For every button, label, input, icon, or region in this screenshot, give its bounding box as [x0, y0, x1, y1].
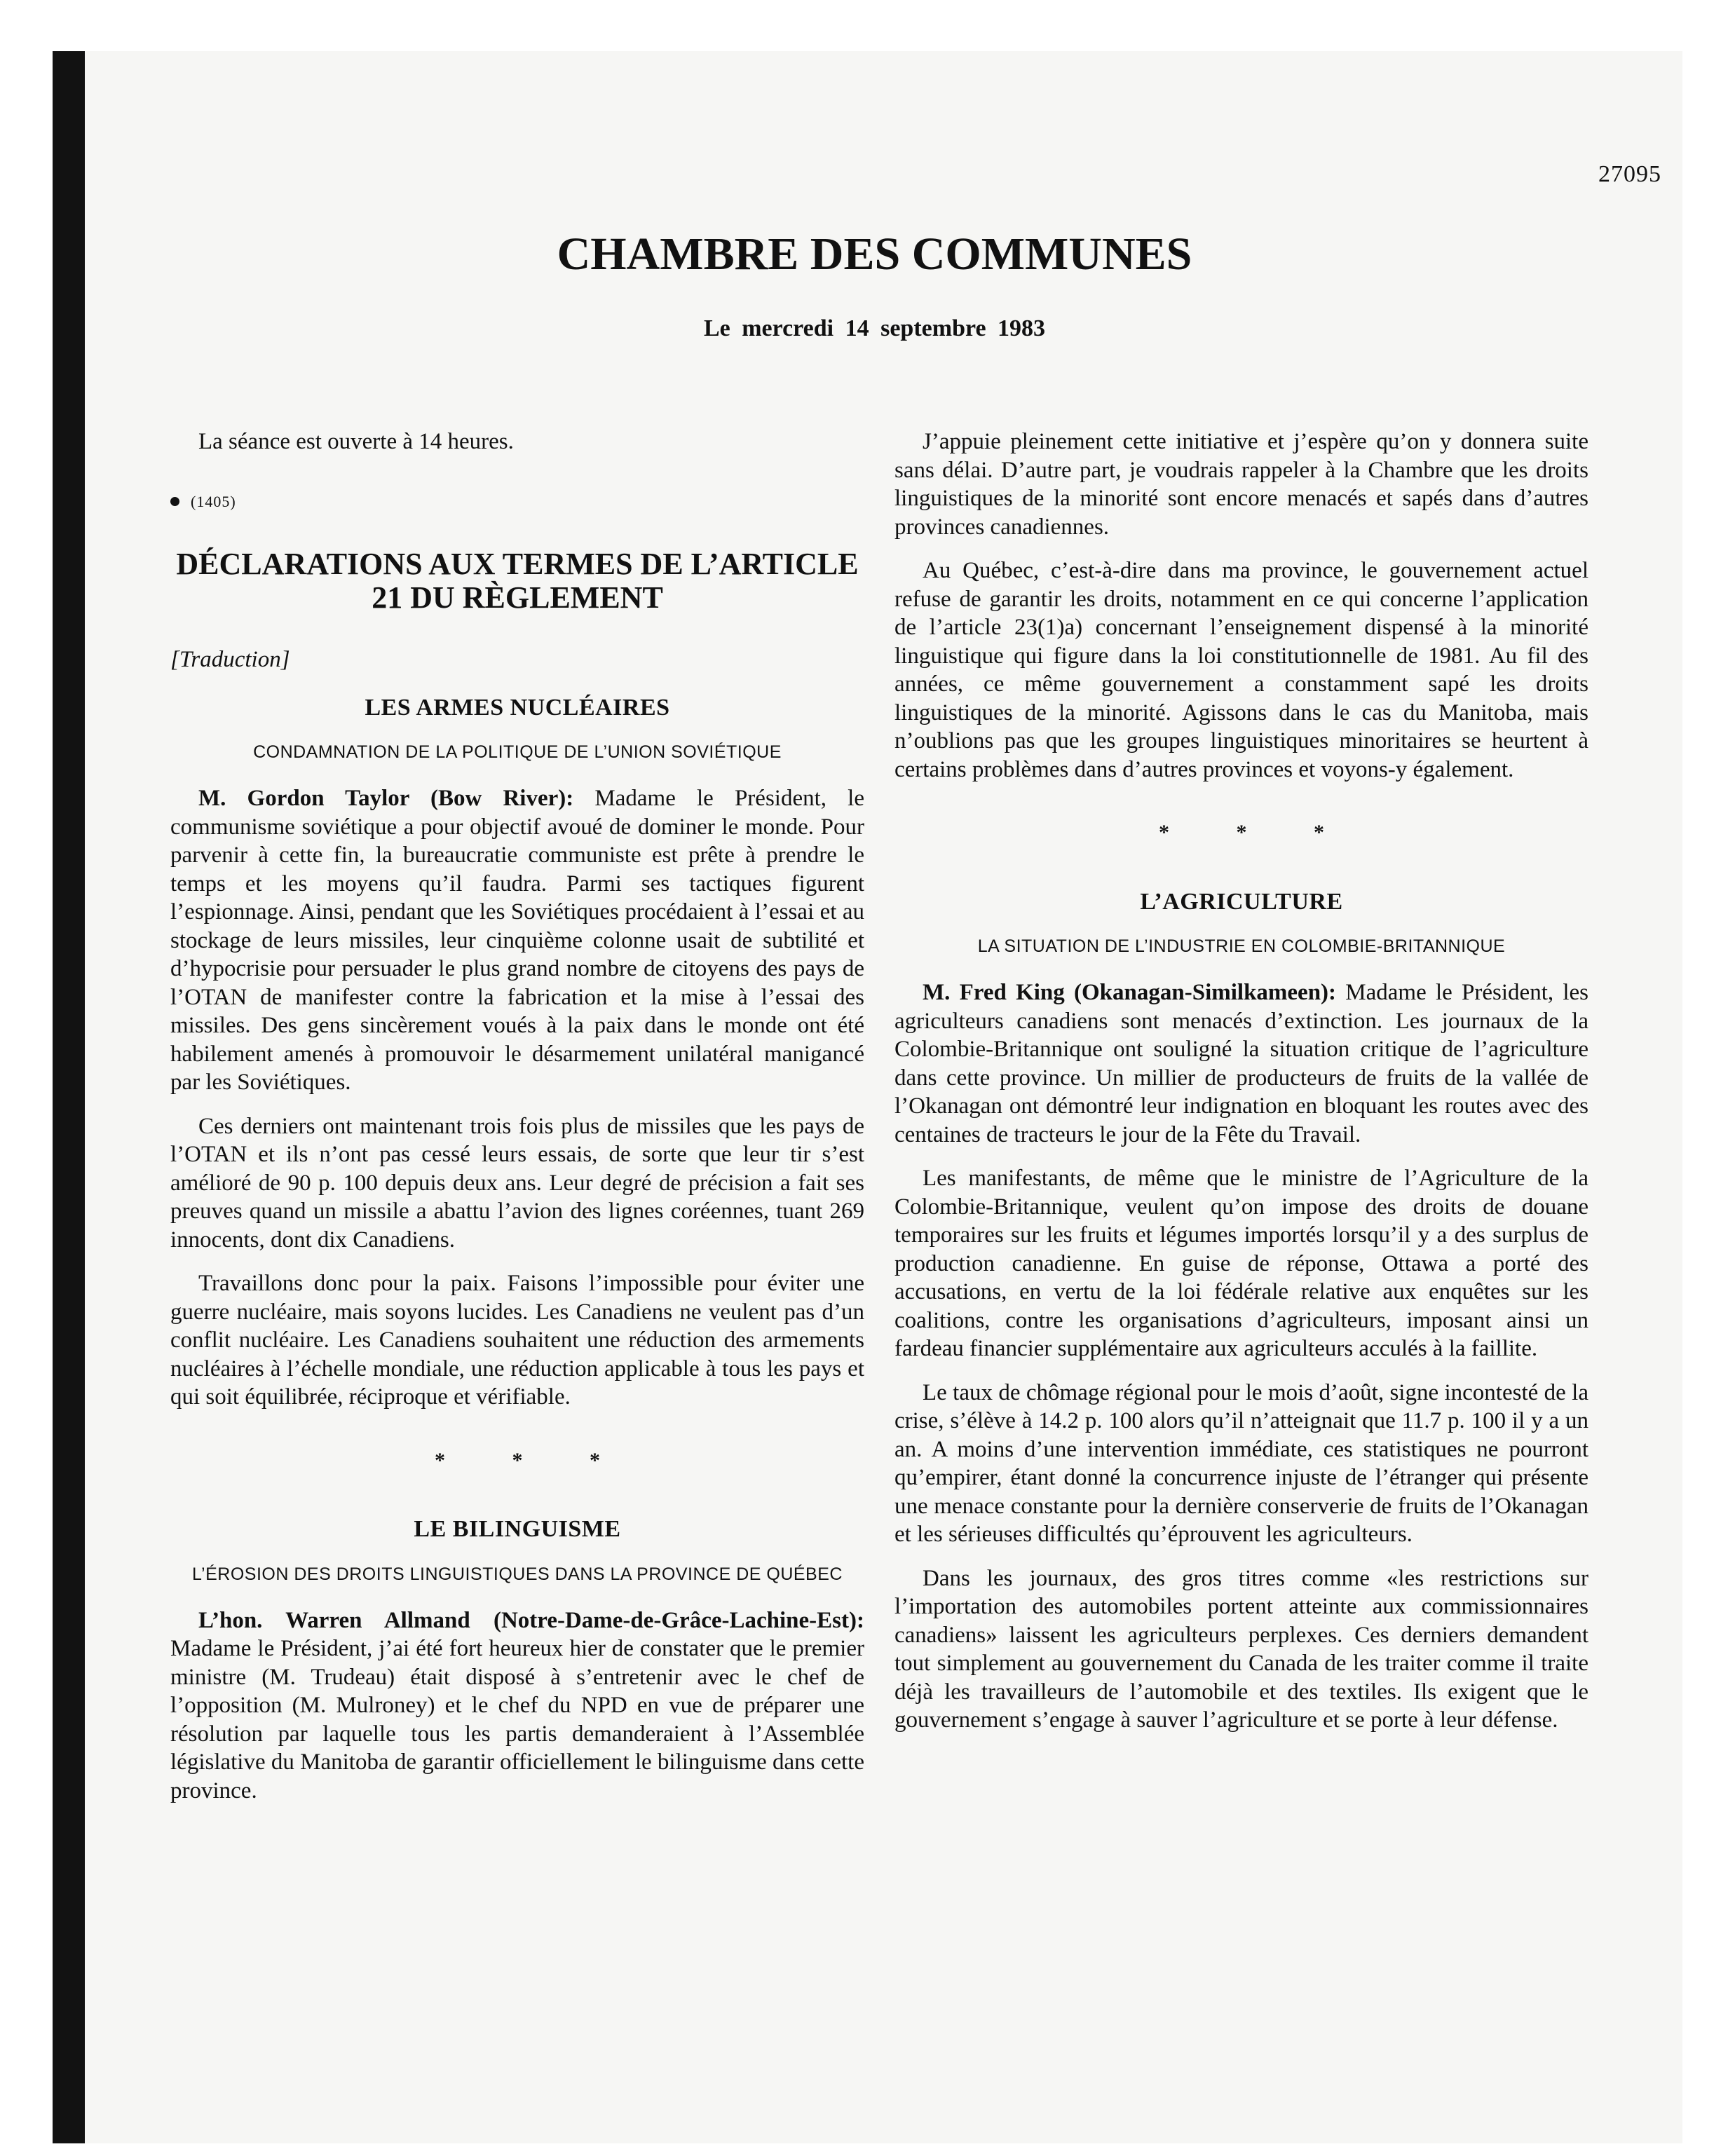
statement-paragraph: Au Québec, c’est-à-dire dans ma province, le gouvernement actuel refuse de garantir les droits, notamment en ce qui concerne l’application de l’article 23(1)a) concernant l’enseignement dispensé à la minorité linguistique qui figure dans la loi constitutionnelle de 1981. Au fil des années, ce même gouvernement a constamment sapé les droits linguistiques de la minorité. Agissons dans le cas du Manitoba, mais n’oublions pas que les groupes linguistiques minoritaires se heurtent à certains problèmes dans d’autres provinces et voyons-y également.	[894, 558, 1588, 782]
subject-subtitle: LA SITUATION DE L’INDUSTRIE EN COLOMBIE-BRITANNIQUE	[977, 936, 1506, 956]
sitting-opening: La séance est ouverte à 14 heures.	[198, 429, 514, 454]
page-title: CHAMBRE DES COMMUNES	[557, 228, 1192, 280]
right-column	[894, 428, 1588, 1750]
subject-title: LE BILINGUISME	[414, 1516, 621, 1542]
statement-paragraph: J’appuie pleinement cette initiative et j’espère qu’on y donnera suite sans délai. D’autre part, je voudrais rappeler à la Chambre que les droits linguistiques de la minorité sont encore menacés et sapés dans d’autres provinces canadiennes.	[894, 429, 1588, 540]
binding-edge	[53, 51, 85, 2143]
section-title: DÉCLARATIONS AUX TERMES DE L’ARTICLE 21 DU RÈGLEMENT	[176, 547, 859, 615]
sitting-date: Le mercredi 14 septembre 1983	[703, 315, 1046, 341]
speaker-name: M. Fred King (Okanagan-Similkameen):	[923, 980, 1337, 1005]
statement-text: Madame le Président, le communisme soviétique a pour objectif avoué de dominer le monde. Pour parvenir à cette fin, la bureaucratie communiste est prête à prendre le temps et les moyens qu’il faudra. Parmi ses tactiques figurent l’espionnage. Ainsi, pendant que les Soviétiques procédaient à l’essai et au stockage de leurs missiles, leur cinquième colonne usait de subtilité et d’hypocrisie pour persuader le plus grand nombre de citoyens des pays de l’OTAN de manifester contre la fabrication et la mise à l’essai des missiles. Des gens sincèrement voués à la paix dans le monde ont été habilement amenés à promouvoir le désarmement unilatéral manigancé par les Soviétiques.	[170, 786, 864, 1095]
speaker-name: M. Gordon Taylor (Bow River):	[198, 786, 574, 811]
section-separator: * * *	[1159, 821, 1355, 844]
statement-text: Madame le Président, j’ai été fort heureux hier de constater que le premier ministre (M. Trudeau) était disposé à s’entretenir avec le chef de l’opposition (M. Mulroney) et le chef du NPD en vue de préparer une résolution par laquelle tous les partis demanderaient à l’Assemblée législative du Manitoba de garantir officiellement le bilinguisme dans cette province.	[170, 1636, 864, 1803]
section-separator: * * *	[435, 1448, 631, 1472]
statement-paragraph	[894, 978, 1588, 1149]
bullet-icon	[170, 497, 179, 506]
statement-text: Madame le Président, les agriculteurs canadiens sont menacés d’extinction. Les journaux de la Colombie-Britannique ont souligné la situation critique de l’agriculture dans cette province. Un millier de producteurs de fruits de la vallée de l’Okanagan ont démontré leur indignation en bloquant les routes avec des centaines de tracteurs le jour de la Fête du Travail.	[894, 980, 1589, 1147]
statement-paragraph	[170, 1606, 864, 1806]
statement-paragraph: Ces derniers ont maintenant trois fois plus de missiles que les pays de l’OTAN et ils n’ont pas cessé leurs essais, de sorte que leur tir s’est amélioré de 90 p. 100 depuis deux ans. Leur degré de précision a fait ses preuves quand un missile a abattu l’avion des lignes coréennes, tuant 269 innocents, dont dix Canadiens.	[170, 1113, 864, 1253]
statement-paragraph	[170, 784, 864, 1097]
translation-tag: [Traduction]	[170, 647, 290, 672]
subject-subtitle: L’ÉROSION DES DROITS LINGUISTIQUES DANS LA PROVINCE DE QUÉBEC	[192, 1564, 843, 1584]
timestamp-label: (1405)	[191, 492, 236, 510]
subject-title: L’AGRICULTURE	[1140, 888, 1343, 915]
subject-title: LES ARMES NUCLÉAIRES	[365, 694, 670, 721]
left-column	[170, 428, 864, 1820]
statement-paragraph: Le taux de chômage régional pour le mois d’août, signe incontesté de la crise, s’élève à 14.2 p. 100 alors qu’il n’atteignait que 11.7 p. 100 il y a un an. A moins d’une intervention immédiate, ces statistiques ne pourront qu’empirer, étant donné la concurrence injuste de l’étranger qui présente une menace constante pour la dernière conserverie de fruits de l’Okanagan et les sérieuses difficultés qu’éprouvent les agriculteurs.	[894, 1379, 1588, 1547]
subject-subtitle: CONDAMNATION DE LA POLITIQUE DE L’UNION SOVIÉTIQUE	[253, 742, 782, 762]
statement-paragraph: Dans les journaux, des gros titres comme «les restrictions sur l’importation des automobiles portent atteinte aux commissionnaires canadiens» laissent les agriculteurs perplexes. Ces derniers demandent tout simplement au gouvernement du Canada de les traiter comme il traite déjà les travailleurs de l’automobile et des textiles. Ils exigent que le gouvernement s’engage à sauver l’agriculture et se porte à leur défense.	[894, 1565, 1588, 1733]
timestamp-marker	[170, 488, 864, 517]
page-number: 27095	[1598, 161, 1661, 187]
statement-paragraph: Les manifestants, de même que le ministre de l’Agriculture de la Colombie-Britannique, veulent qu’on impose des droits de douane temporaires sur les fruits et légumes importés lorsqu’il y a des surplus de production canadienne. En guise de réponse, Ottawa a porté des accusations, en vertu de la loi fédérale relative aux enquêtes sur les coalitions, contre les organisations d’agriculteurs, imposant ainsi un fardeau financier supplémentaire aux agriculteurs acculés à la faillite.	[894, 1166, 1588, 1361]
statement-paragraph: Travaillons donc pour la paix. Faisons l’impossible pour éviter une guerre nucléaire, mais soyons lucides. Les Canadiens ne veulent pas d’un conflit nucléaire. Les Canadiens souhaitent une réduction des armements nucléaires à l’échelle mondiale, une réduction applicable à tous les pays et qui soit équilibrée, réciproque et vérifiable.	[170, 1271, 864, 1410]
speaker-name: L’hon. Warren Allmand (Notre-Dame-de-Grâce-Lachine-Est):	[198, 1607, 864, 1633]
